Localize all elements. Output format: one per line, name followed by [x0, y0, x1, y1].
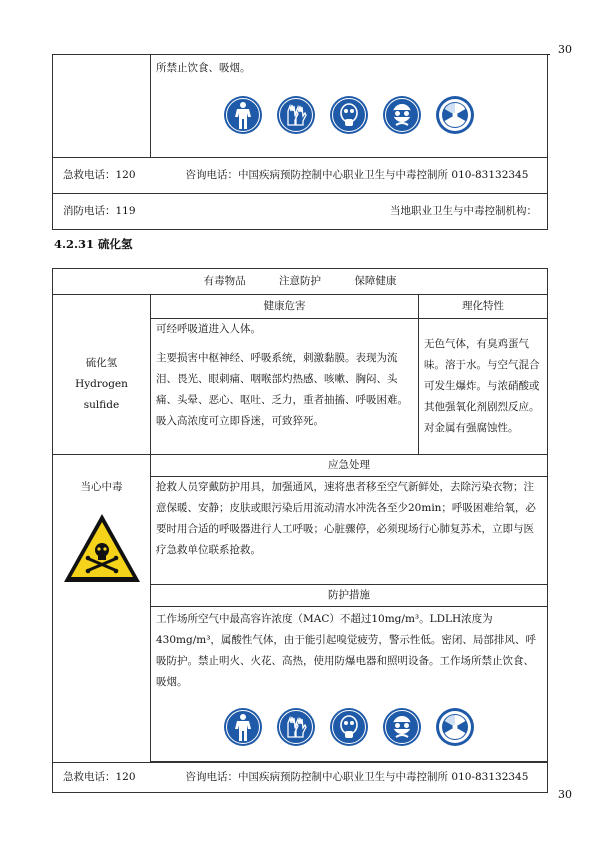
toxic-warning-icon [62, 512, 142, 584]
ppe-icon-row [156, 95, 542, 135]
emergency-text: 抢救人员穿戴防护用具，加强通风，速将患者移至空气新鲜处，去除污染衣物；注意保暖、安静；皮肤或眼污染后用流动清水冲洗各至少20min；呼吸困难给氧，必要时用合适的呼吸器进行人工呼吸；心脏骤停，必须现场行心肺复苏术，立即与医疗急救单位联系抢救。 [156, 481, 536, 556]
gas-mask-icon [329, 707, 369, 747]
contact-row [53, 158, 548, 194]
safety-goggles-icon [382, 95, 422, 135]
substance-cell [53, 295, 151, 455]
warning-cell [53, 455, 151, 763]
card-banner: 有毒物品 注意防护 保障健康 [53, 269, 548, 295]
warning-label: 当心中毒 [80, 481, 123, 493]
fire-phone: 消防电话：119 [63, 205, 136, 217]
health-text-1: 可经呼吸道进入人体。 [156, 323, 261, 335]
emergency-header: 应急处理 [151, 455, 548, 477]
card-consult-phone: 咨询电话：中国疾病预防控制中心职业卫生与中毒控制所 010-83132345 [185, 770, 529, 783]
protection-cell [151, 607, 548, 694]
protective-suit-icon [223, 707, 263, 747]
page-number-top: 30 [558, 43, 572, 56]
ppe-icon-row-2 [156, 707, 542, 747]
property-text: 无色气体，有臭鸡蛋气味。溶于水。与空气混合可发生爆炸。与浓硝酸或其他强氧化剂剧烈反应。对金属有强腐蚀性。 [424, 338, 540, 434]
continued-text: 所禁止饮食、吸烟。 [156, 62, 251, 74]
continued-table [52, 54, 548, 230]
health-hazard-header: 健康危害 [151, 295, 419, 319]
protection-header: 防护措施 [151, 585, 548, 607]
hazard-card [52, 268, 548, 793]
protective-suit-icon [223, 95, 263, 135]
empty-cell [53, 55, 151, 158]
protective-gloves-icon [276, 95, 316, 135]
safety-goggles-icon [382, 707, 422, 747]
local-org: 当地职业卫生与中毒控制机构： [390, 205, 537, 217]
radiation-protection-icon [435, 707, 475, 747]
page-number-bottom: 30 [558, 788, 572, 801]
card-contact-row [53, 762, 548, 792]
health-text-2: 主要损害中枢神经、呼吸系统，刺激黏膜。表现为流泪、畏光、眼刺痛、咽喉部灼热感、咳嗽、胸闷、头痛、头晕、恶心、呕吐、乏力，重者抽搐、呼吸困难。吸入高浓度可立即昏迷，可致猝死。 [156, 352, 408, 427]
consult-phone: 咨询电话：中国疾病预防控制中心职业卫生与中毒控制所 010-83132345 [185, 169, 529, 181]
emergency-cell [151, 477, 548, 585]
health-hazard-cell [151, 319, 419, 455]
protective-gloves-icon [276, 707, 316, 747]
protection-text: 工作场所空气中最高容许浓度（MAC）不超过10mg/m³。LDLH浓度为430mg/m³，属酸性气体，由于能引起嗅觉疲劳，警示性低。密闭、局部排风、呼吸防护。禁止明火、火花、高热，使用防爆电器和照明设备。工作场所禁止饮食、吸烟。 [156, 613, 536, 688]
ppe-cell [151, 693, 548, 761]
gas-mask-icon [329, 95, 369, 135]
card-emergency-phone: 急救电话：120 [63, 770, 136, 783]
property-cell [419, 319, 548, 455]
radiation-protection-icon [435, 95, 475, 135]
fire-row [53, 194, 548, 230]
property-header: 理化特性 [419, 295, 548, 319]
emergency-phone: 急救电话：120 [63, 169, 136, 181]
substance-cn: 硫化氢 [85, 357, 118, 369]
continued-cell [151, 55, 548, 158]
section-title: 4.2.31 硫化氢 [54, 237, 133, 251]
substance-en: Hydrogen sulfide [75, 378, 128, 411]
